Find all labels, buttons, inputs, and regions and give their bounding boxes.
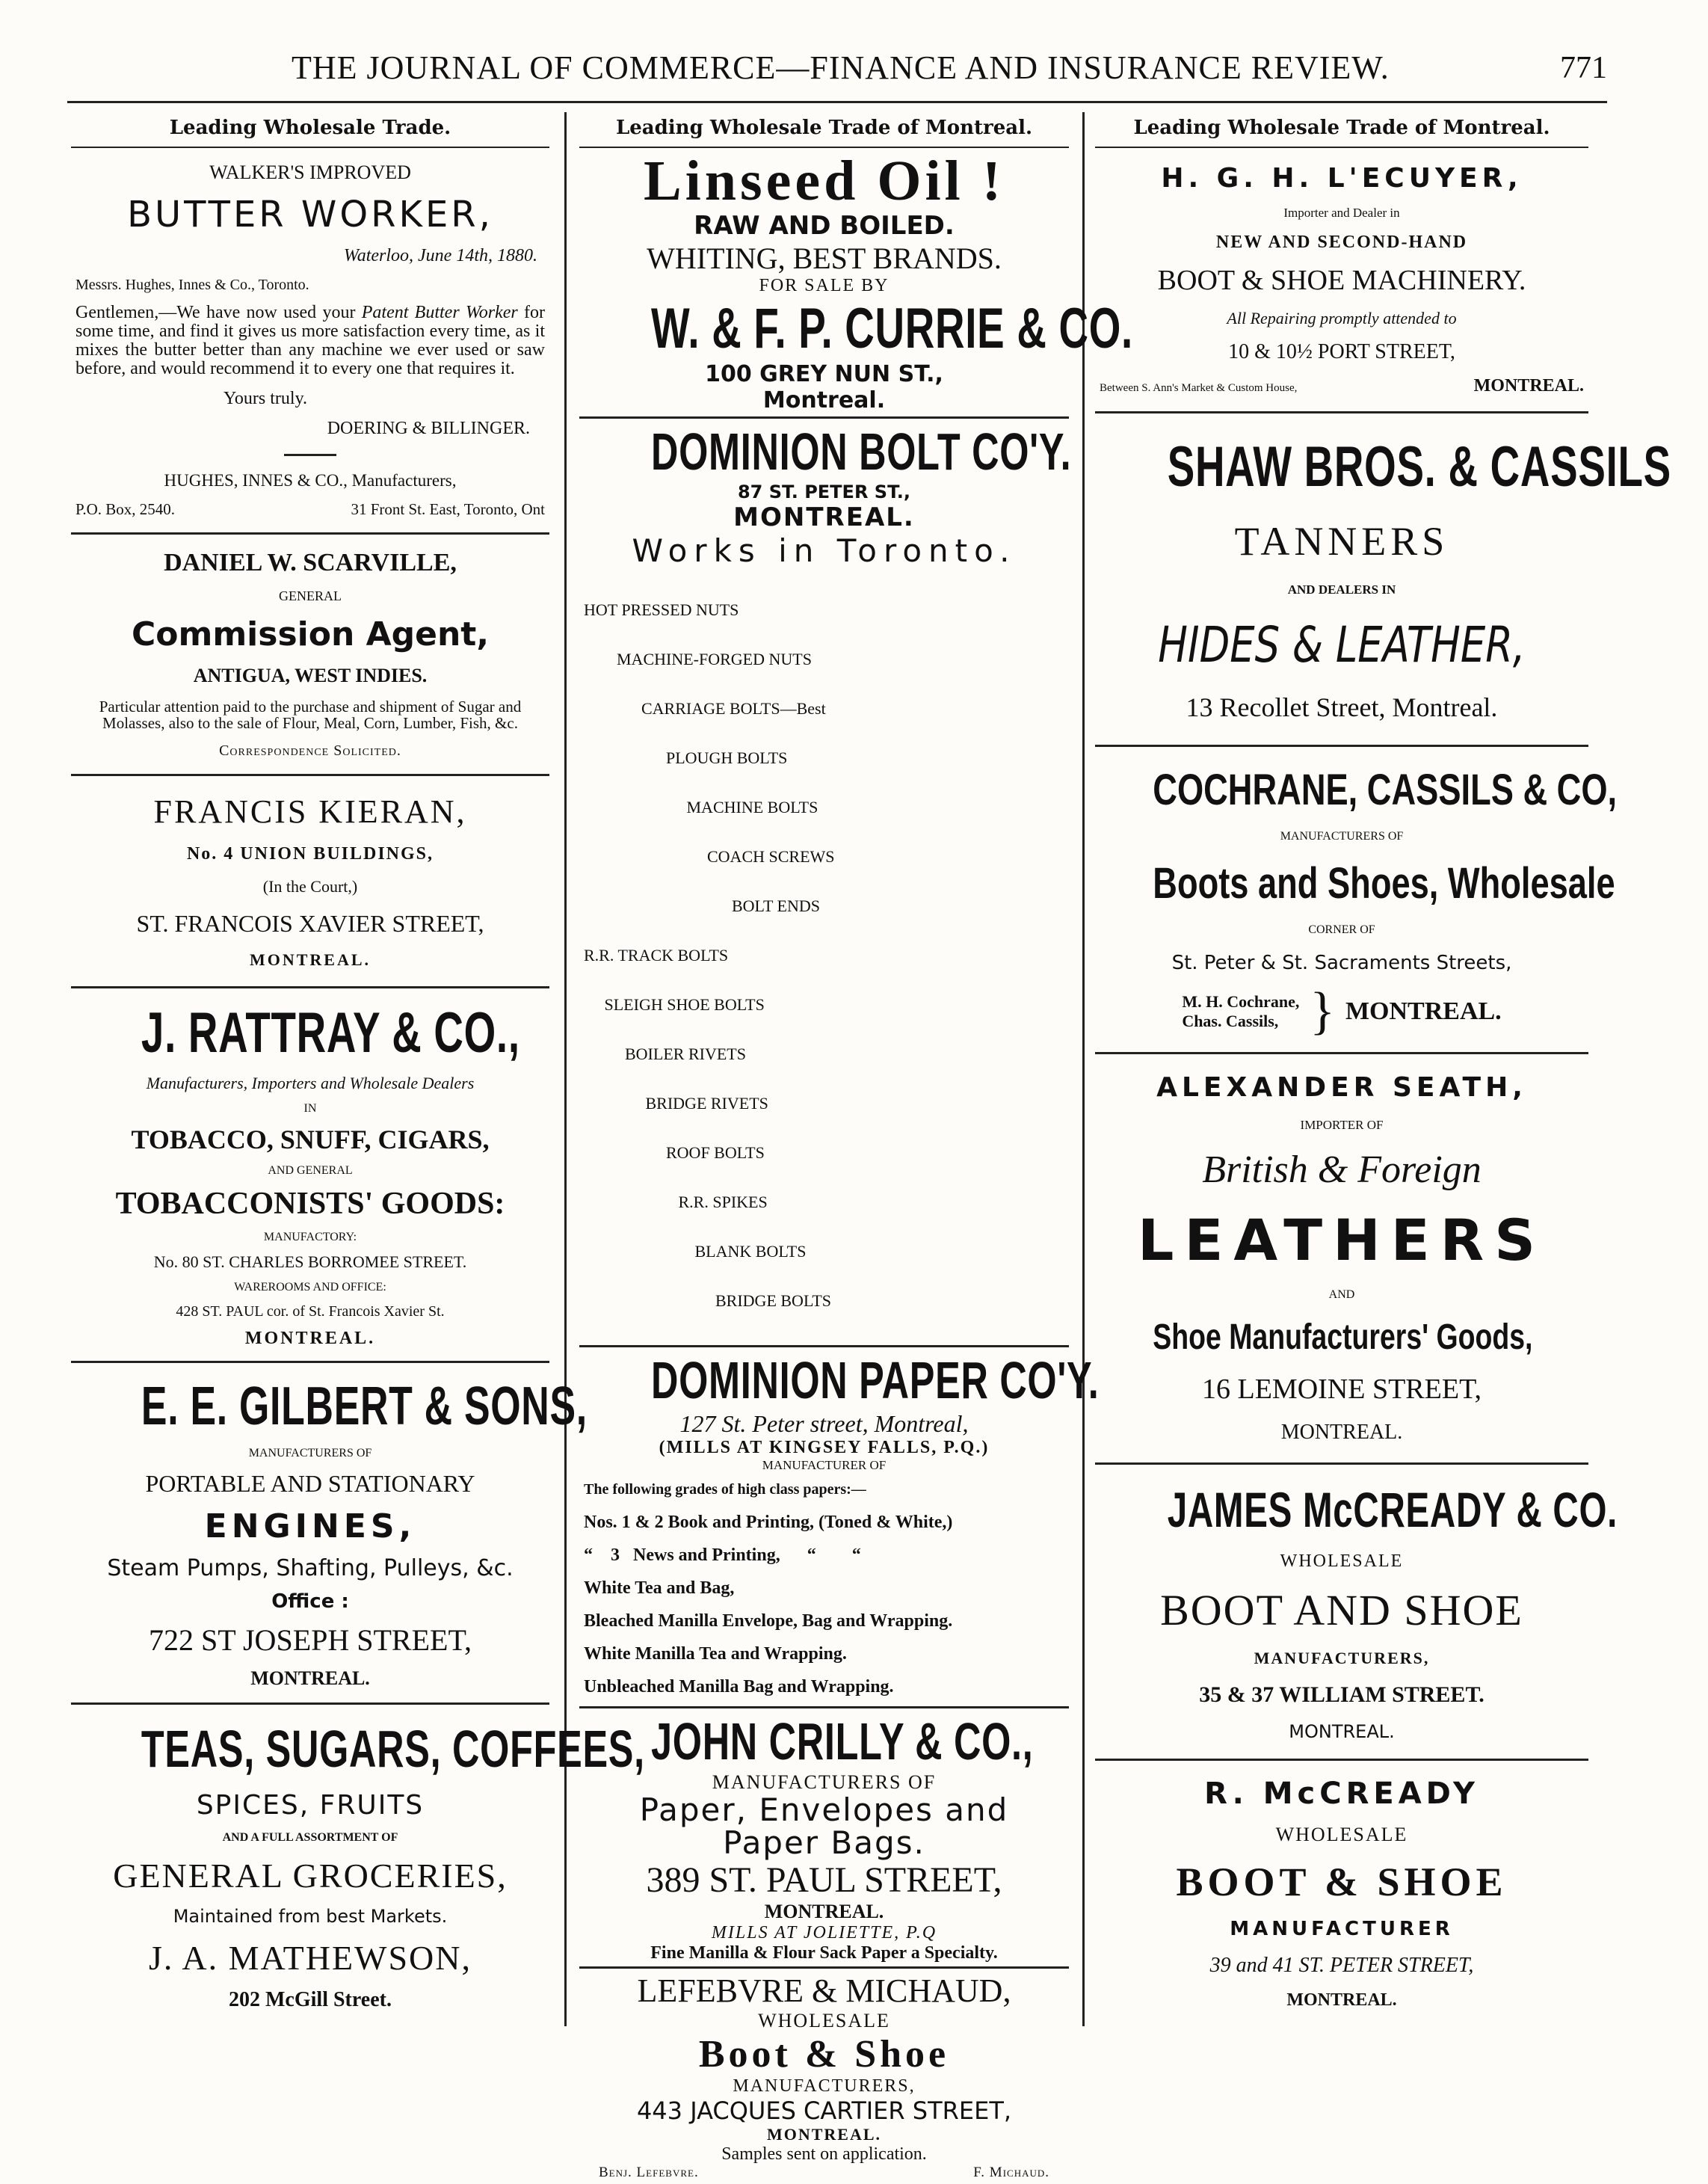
- ad-body: Particular attention paid to the purchase and shipment of Sugar and Molasses, also to the sale of Flour, Meal, Corn, Lumber, Fish, &c.: [99, 698, 522, 733]
- ad-line: SPICES, FRUITS: [196, 1789, 425, 1821]
- ad-line: NEW AND SECOND-HAND: [1215, 232, 1468, 252]
- ad-line: WAREROOMS AND OFFICE:: [234, 1281, 386, 1294]
- ad-line: Samples sent on application.: [721, 2144, 927, 2164]
- column-heading: Leading Wholesale Trade.: [71, 112, 549, 148]
- body-text: Gentlemen,—We have now used your: [75, 303, 362, 323]
- ad-line: Manufacturers, Importers and Wholesale Dealers: [146, 1074, 475, 1093]
- ad-title: H. G. H. L'ECUYER,: [1161, 162, 1523, 194]
- list-item: BLANK BOLTS: [584, 1242, 807, 1261]
- ad-signatures: [584, 2165, 1064, 2181]
- ad-line: MONTREAL.: [1473, 375, 1584, 396]
- list-item: White Tea and Bag,: [584, 1578, 735, 1598]
- ad-line: (In the Court,): [262, 877, 358, 896]
- list-item: HOT PRESSED NUTS: [584, 600, 739, 619]
- page-number: 771: [1560, 51, 1607, 85]
- ad-line: Between S. Ann's Market & Custom House,: [1100, 381, 1298, 394]
- ad-cochrane: [1095, 747, 1618, 1054]
- ad-line: Montreal.: [762, 387, 886, 413]
- ad-line: WHOLESALE: [1275, 1824, 1408, 1846]
- ad-line: 202 McGill Street.: [229, 1988, 392, 2012]
- ad-line: MONTREAL.: [1289, 1720, 1395, 1742]
- ad-title: ALEXANDER SEATH,: [1156, 1071, 1527, 1103]
- bolt-product-list: [584, 569, 1064, 1342]
- ad-line: AND DEALERS IN: [1287, 582, 1396, 597]
- ad-line: 127 St. Peter street, Montreal,: [679, 1410, 969, 1437]
- ad-james-mccready: [1095, 1465, 1618, 1761]
- ad-crilly: [579, 1708, 1069, 1969]
- ad-shaw-bros: [1095, 413, 1671, 747]
- ad-line: WHITING, BEST BRANDS.: [647, 242, 1002, 275]
- brace: }: [1310, 982, 1335, 1040]
- ad-line: Yours truly.: [223, 388, 308, 408]
- list-item: BOLT ENDS: [584, 896, 820, 915]
- list-item: MACHINE-FORGED NUTS: [584, 650, 812, 668]
- column-2: [579, 112, 1133, 2180]
- ad-title: Commission Agent,: [131, 615, 490, 654]
- ad-line: (MILLS AT KINGSEY FALLS, P.Q.): [659, 1438, 990, 1457]
- ad-title: Boot & Shoe: [698, 2033, 950, 2076]
- ad-title: GENERAL GROCERIES,: [113, 1856, 508, 1895]
- ad-line: CORNER OF: [1308, 923, 1375, 936]
- ad-signature: DOERING & BILLINGER.: [327, 419, 530, 439]
- ad-line: 722 ST JOSEPH STREET,: [149, 1623, 472, 1658]
- ad-title: R. McCREADY: [1204, 1777, 1479, 1812]
- journal-title: THE JOURNAL OF COMMERCE—FINANCE AND INSURANCE REVIEW.: [292, 49, 1390, 86]
- ad-title: J. RATTRAY & CO.,: [141, 1000, 520, 1065]
- ad-line: Steam Pumps, Shafting, Pulleys, &c.: [107, 1554, 514, 1581]
- ad-walker-butter-worker: [71, 148, 549, 535]
- ad-line: FOR SALE BY: [759, 276, 890, 295]
- list-item: ROOF BOLTS: [584, 1143, 765, 1162]
- ad-title: DOMINION BOLT CO'Y.: [651, 422, 1072, 481]
- ad-line: Correspondence Solicited.: [219, 742, 401, 760]
- ad-title: Linseed Oil !: [643, 150, 1005, 212]
- ad-line: 35 & 37 WILLIAM STREET.: [1199, 1682, 1485, 1707]
- ad-rattray: [71, 988, 549, 1363]
- list-item: R.R. SPIKES: [584, 1193, 768, 1211]
- ad-line: 16 LEMOINE STREET,: [1202, 1373, 1482, 1405]
- ad-line: IMPORTER OF: [1300, 1117, 1384, 1132]
- ad-line: ANTIGUA, WEST INDIES.: [193, 665, 428, 687]
- list-item: COACH SCREWS: [584, 847, 835, 866]
- ad-line: Office :: [271, 1590, 349, 1614]
- body-text: for some time, and find it gives us more satisfaction every time, as it mixes the butter better than any machine we ever used or saw before, and would recommend it to every one that requires it.: [75, 303, 545, 379]
- list-item: PLOUGH BOLTS: [584, 748, 788, 767]
- list-item: BRIDGE RIVETS: [584, 1094, 768, 1113]
- ad-line: MANUFACTURERS OF: [1280, 829, 1404, 843]
- ad-line: 389 ST. PAUL STREET,: [646, 1860, 1002, 1900]
- ad-line: F. Michaud.: [973, 2165, 1049, 2180]
- ad-line: WALKER'S IMPROVED: [209, 161, 411, 183]
- ad-title: SHAW BROS. & CASSILS: [1167, 435, 1671, 499]
- rule: [284, 454, 336, 456]
- ad-kieran: [71, 776, 549, 988]
- ad-title: E. E. GILBERT & SONS,: [141, 1376, 588, 1436]
- ad-title: TOBACCONISTS' GOODS:: [115, 1187, 505, 1222]
- ad-gilbert: [71, 1363, 588, 1705]
- ad-line: AND GENERAL: [268, 1163, 353, 1177]
- ad-line: IN: [303, 1101, 317, 1115]
- ad-line: MONTREAL.: [249, 950, 371, 970]
- ad-scarville: [71, 535, 549, 777]
- ad-line: MONTREAL.: [250, 1667, 370, 1690]
- ad-line: No. 80 ST. CHARLES BORROMEE STREET.: [153, 1252, 467, 1272]
- ad-title: FRANCIS KIERAN,: [153, 793, 467, 831]
- ad-line: MONTREAL.: [1345, 997, 1502, 1025]
- column-heading: Leading Wholesale Trade of Montreal.: [579, 112, 1069, 148]
- ad-body: [75, 304, 545, 378]
- ad-title: W. & F. P. CURRIE & CO.: [651, 297, 1133, 360]
- ad-line: WHOLESALE: [758, 2010, 890, 2031]
- ad-title: Boots and Shoes, Wholesale: [1153, 858, 1615, 908]
- ad-lefebvre: [579, 1969, 1069, 2184]
- ad-address: [1100, 376, 1584, 396]
- partner-name: Chas. Cassils,: [1182, 1011, 1279, 1030]
- list-item: CARRIAGE BOLTS—Best: [584, 699, 826, 718]
- ad-line: Shoe Manufacturers' Goods,: [1153, 1317, 1533, 1357]
- ad-title: DANIEL W. SCARVILLE,: [164, 549, 457, 576]
- ad-line: 100 GREY NUN ST.,: [705, 361, 943, 387]
- ad-line: Works in Toronto.: [632, 532, 1017, 569]
- ad-title: BOOT & SHOE MACHINERY.: [1157, 265, 1526, 297]
- ad-line: Paper Bags.: [723, 1824, 925, 1861]
- page-header: [67, 41, 1607, 93]
- ad-lecuyer: [1095, 148, 1588, 413]
- ad-line: MONTREAL.: [1286, 1990, 1397, 2010]
- header-rule: [67, 101, 1607, 103]
- ad-line: No. 4 UNION BUILDINGS,: [186, 843, 434, 864]
- ad-title: HIDES & LEATHER,: [1158, 615, 1526, 674]
- list-item: White Manilla Tea and Wrapping.: [584, 1644, 847, 1664]
- list-item: Nos. 1 & 2 Book and Printing, (Toned & White,): [584, 1513, 953, 1532]
- ad-currie: [579, 148, 1133, 419]
- ad-title: BUTTER WORKER,: [127, 194, 493, 236]
- list-item: SLEIGH SHOE BOLTS: [584, 995, 765, 1014]
- ad-title: ENGINES,: [204, 1507, 416, 1545]
- ad-title: J. A. MATHEWSON,: [149, 1938, 472, 1977]
- ad-line: WHOLESALE: [1280, 1551, 1404, 1572]
- list-item: Bleached Manilla Envelope, Bag and Wrapping.: [584, 1611, 953, 1631]
- ad-line: PORTABLE AND STATIONARY: [145, 1469, 475, 1497]
- ad-line: MONTREAL.: [244, 1329, 376, 1349]
- ad-title: BOOT & SHOE: [1176, 1860, 1508, 1905]
- ad-line: 39 and 41 ST. PETER STREET,: [1209, 1953, 1474, 1977]
- ad-line: MILLS AT JOLIETTE, P.Q: [711, 1923, 937, 1942]
- ad-line: MANUFACTURERS,: [733, 2076, 916, 2096]
- ad-line: MANUFACTORY:: [263, 1230, 357, 1243]
- ad-line: Waterloo, June 14th, 1880.: [343, 245, 537, 265]
- ad-r-mccready: [1095, 1761, 1588, 2026]
- ad-title: COCHRANE, CASSILS & CO,: [1153, 765, 1618, 814]
- ad-title: TEAS, SUGARS, COFFEES,: [141, 1719, 645, 1778]
- ad-line: MANUFACTURER OF: [762, 1458, 887, 1472]
- list-item: The following grades of high class papers:—: [584, 1481, 866, 1498]
- ad-line: ST. FRANCOIS XAVIER STREET,: [136, 909, 484, 937]
- ad-seath: [1095, 1054, 1588, 1465]
- ad-line: AND A FULL ASSORTMENT OF: [222, 1831, 398, 1845]
- ad-line: British & Foreign: [1202, 1148, 1482, 1191]
- list-item: “ 3 News and Printing, “ “: [584, 1545, 861, 1565]
- ad-line: St. Peter & St. Sacraments Streets,: [1171, 951, 1512, 974]
- column-1: [71, 112, 645, 2026]
- ad-dominion-paper: [579, 1347, 1100, 1708]
- ad-title: LEFEBVRE & MICHAUD,: [637, 1972, 1011, 2009]
- ad-line: TOBACCO, SNUFF, CIGARS,: [131, 1125, 490, 1155]
- ad-line: HUGHES, INNES & CO., Manufacturers,: [164, 470, 457, 490]
- ad-line: All Repairing promptly attended to: [1227, 309, 1457, 328]
- ad-title: JOHN CRILLY & CO.,: [651, 1712, 1034, 1771]
- ad-line: MANUFACTURER: [1230, 1918, 1454, 1941]
- paper-grade-list: [584, 1473, 1064, 1703]
- ad-address: [75, 500, 545, 519]
- ad-line: AND: [1328, 1288, 1355, 1301]
- ad-line: RAW AND BOILED.: [694, 211, 955, 241]
- ad-title: BOOT AND SHOE: [1160, 1586, 1523, 1635]
- partner-names: [1182, 992, 1299, 1031]
- ad-line: Importer and Dealer in: [1283, 205, 1400, 220]
- ad-line: P.O. Box, 2540.: [75, 500, 176, 519]
- ad-line: MONTREAL.: [733, 502, 915, 532]
- partners-group: [1100, 982, 1584, 1040]
- ad-title: JAMES McCREADY & CO.: [1167, 1482, 1618, 1538]
- ad-line: Benj. Lefebvre.: [599, 2165, 699, 2180]
- ad-line: 10 & 10½ PORT STREET,: [1228, 340, 1455, 364]
- ad-line: 443 JACQUES CARTIER STREET,: [636, 2097, 1012, 2125]
- partner-name: M. H. Cochrane,: [1182, 991, 1300, 1011]
- ad-line: Maintained from best Markets.: [173, 1906, 448, 1928]
- ad-line: Paper, Envelopes and: [639, 1791, 1009, 1828]
- ad-dominion-bolt: [579, 419, 1072, 1347]
- list-item: Unbleached Manilla Bag and Wrapping.: [584, 1677, 894, 1697]
- ad-line: MANUFACTURERS OF: [712, 1771, 937, 1793]
- list-item: MACHINE BOLTS: [584, 798, 818, 816]
- ad-line: MONTREAL.: [766, 2125, 882, 2144]
- ad-line: 13 Recollet Street, Montreal.: [1186, 692, 1498, 723]
- ad-line: MONTREAL.: [1280, 1420, 1403, 1444]
- column-divider: [1082, 112, 1085, 2026]
- column-heading: Leading Wholesale Trade of Montreal.: [1095, 112, 1588, 148]
- ad-title: LEATHERS: [1138, 1206, 1546, 1273]
- list-item: BOILER RIVETS: [584, 1045, 746, 1063]
- body-text: Patent Butter Worker: [361, 303, 518, 323]
- column-3: [1095, 112, 1671, 2026]
- ad-line: Messrs. Hughes, Innes & Co., Toronto.: [75, 276, 309, 293]
- ad-line: Fine Manilla & Flour Sack Paper a Specialty.: [650, 1943, 998, 1963]
- ad-title: DOMINION PAPER CO'Y.: [651, 1351, 1100, 1409]
- ad-line: MANUFACTURERS,: [1254, 1649, 1430, 1668]
- ad-line: 428 ST. PAUL cor. of St. Francois Xavier St.: [176, 1302, 445, 1320]
- ad-line: TANNERS: [1234, 518, 1449, 564]
- ad-line: 87 ST. PETER ST.,: [737, 482, 911, 502]
- ad-line: MANUFACTURERS OF: [248, 1446, 372, 1459]
- ad-mathewson: [71, 1705, 645, 2026]
- list-item: R.R. TRACK BOLTS: [584, 946, 729, 965]
- ad-line: MONTREAL.: [764, 1901, 884, 1922]
- list-item: BRIDGE BOLTS: [584, 1291, 832, 1310]
- ad-line: 31 Front St. East, Toronto, Ont: [351, 500, 545, 519]
- ad-line: GENERAL: [279, 588, 342, 604]
